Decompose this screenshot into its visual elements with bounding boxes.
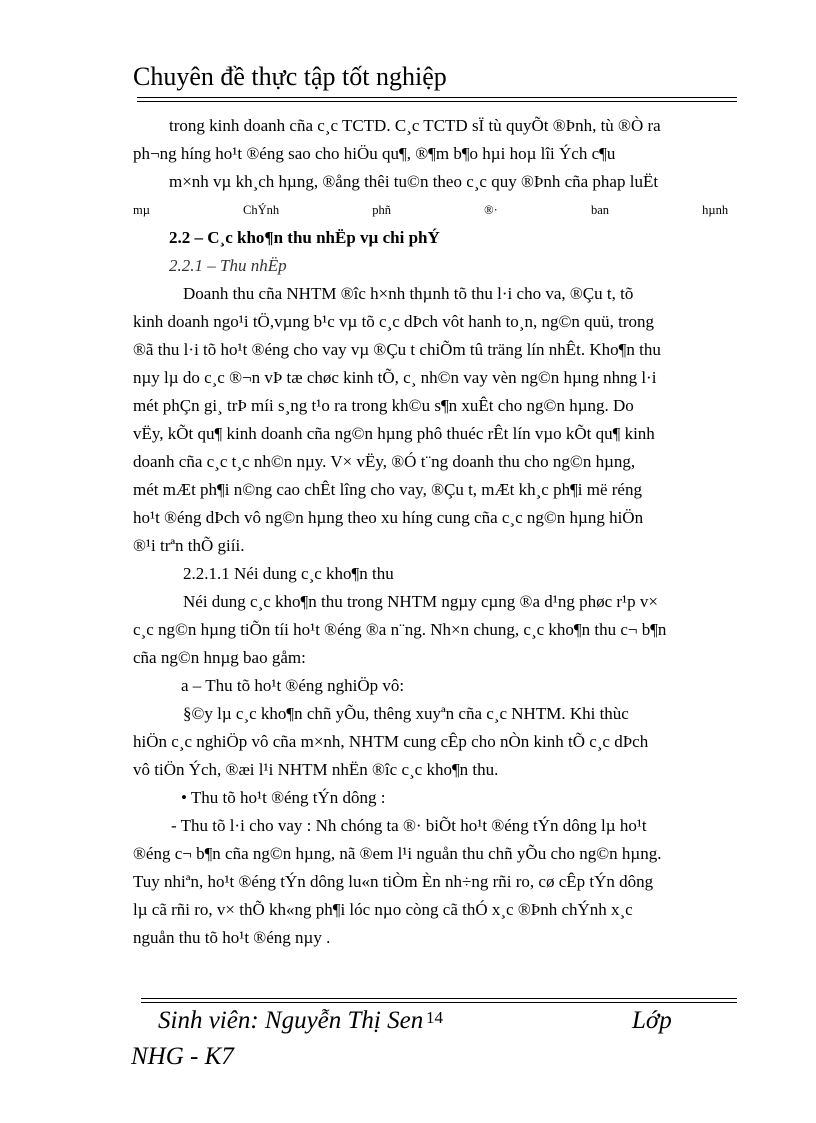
body-line: c¸c ng©n hµng tiÕn tíi ho¹t ®éng ®a n¨ng. Nh×n chung, c¸c kho¶n thu c¬ b¶n	[133, 620, 667, 639]
student-name: Sinh viên: Nguyễn Thị Sen	[158, 1007, 424, 1034]
body-line: nµy lµ do c¸c ®¬n vÞ tæ chøc kinh tÕ, c¸ nh©n vay vèn ng©n hµng nhng l·i	[133, 368, 657, 387]
subsubsection-heading: 2.2.1.1 Néi dung c¸c kho¶n thu	[183, 564, 394, 583]
body-line: mµ ChÝnh phñ ®· ban hµnh	[133, 203, 729, 217]
body-line: ph¬ng híng ho¹t ®éng sao cho hiÖu qu¶, ®¶m b¶o hµi hoµ lîi Ých c¶u	[133, 144, 616, 163]
body-line: vô tiÖn Ých, ®æi l¹i NHTM nhËn ®îc c¸c kho¶n thu.	[133, 760, 499, 779]
body-line: ho¹t ®éng dÞch vô ng©n hµng theo xu híng cung cña c¸c ng©n hµng hiÖn	[133, 508, 644, 527]
body-line: cña ng©n hnµg bao gåm:	[133, 648, 306, 667]
body-line: kinh doanh ngo¹i tÖ,vµng b¹c vµ tõ c¸c dÞch vôt hanh to¸n, ng©n quü, trong	[133, 312, 654, 331]
body-line: vËy, kÕt qu¶ kinh doanh cña ng©n hµng phô thuéc rÊt lín vµo kÕt qu¶ kinh	[133, 424, 655, 443]
footer-rule-top	[141, 998, 737, 999]
body-line: hiÖn c¸c nghiÖp vô cña m×nh, NHTM cung cÊp cho nÒn kinh tÕ c¸c dÞch	[133, 732, 649, 751]
bullet-item: • Thu tõ ho¹t ®éng tÝn dông :	[181, 788, 386, 807]
footer-rule-bottom	[141, 1002, 737, 1003]
body-line: §©y lµ c¸c kho¶n chñ yÕu, thêng xuyªn cña c¸c NHTM. Khi thùc	[183, 704, 629, 723]
body-line: trong kinh doanh cña c¸c TCTD. C¸c TCTD sÏ tù quyÕt ®Þnh, tù ®Ò ra	[169, 116, 661, 135]
header-rule-bottom	[137, 101, 737, 102]
body-line: ®ã thu l·i tõ ho¹t ®éng cho vay vµ ®Çu t chiÕm tû träng lín nhÊt. Kho¶n thu	[133, 340, 661, 359]
header-rule-top	[137, 97, 737, 98]
dash-item: - Thu tõ l·i cho vay : Nh chóng ta ®· biÕt ho¹t ®éng tÝn dông lµ ho¹t	[171, 816, 647, 835]
body-line: m×nh vµ kh¸ch hµng, ®ång thêi tu©n theo c¸c quy ®Þnh cña phap luËt	[169, 172, 659, 191]
list-heading: a – Thu tõ ho¹t ®éng nghiÖp vô:	[181, 676, 405, 695]
body-line: doanh cña c¸c t¸c nh©n nµy. V× vËy, ®Ó t¨ng doanh thu cho ng©n hµng,	[133, 452, 636, 471]
section-heading: 2.2 – C¸c kho¶n thu nhËp vµ chi phÝ	[169, 228, 440, 247]
body-line: mét phÇn gi¸ trÞ míi s¸ng t¹o ra trong kh©u s¶n xuÊt cho ng©n hµng. Do	[133, 396, 634, 415]
subsection-heading: 2.2.1 – Thu nhËp	[169, 256, 287, 275]
body-line: ®éng c¬ b¶n cña ng©n hµng, nã ®em l¹i nguån thu chñ yÕu cho ng©n hµng.	[133, 844, 662, 863]
page-number: 14	[426, 1008, 443, 1027]
class-label: Lớp	[632, 1007, 672, 1034]
class-name: NHG - K7	[131, 1043, 234, 1070]
body-line: Doanh thu cña NHTM ®îc h×nh thµnh tõ thu l·i cho va, ®Çu t, tõ	[183, 284, 634, 303]
body-line: Tuy nhiªn, ho¹t ®éng tÝn dông lu«n tiÒm Èn nh÷ng rñi ro, cø cÊp tÝn dông	[133, 872, 654, 891]
body-line: nguån thu tõ ho¹t ®éng nµy .	[133, 928, 331, 947]
body-line: ®¹i trªn thÕ giíi.	[133, 536, 245, 555]
page-title: Chuyên đề thực tập tốt nghiệp	[133, 62, 447, 91]
body-line: mét mÆt ph¶i n©ng cao chÊt lîng cho vay, ®Çu t, mÆt kh¸c ph¶i më réng	[133, 480, 642, 499]
body-line: Néi dung c¸c kho¶n thu trong NHTM ngµy cµng ®a d¹ng phøc r¹p v×	[183, 592, 658, 611]
body-line: lµ cã rñi ro, v× thÕ kh«ng ph¶i lóc nµo còng cã thÓ x¸c ®Þnh chÝnh x¸c	[133, 900, 633, 919]
